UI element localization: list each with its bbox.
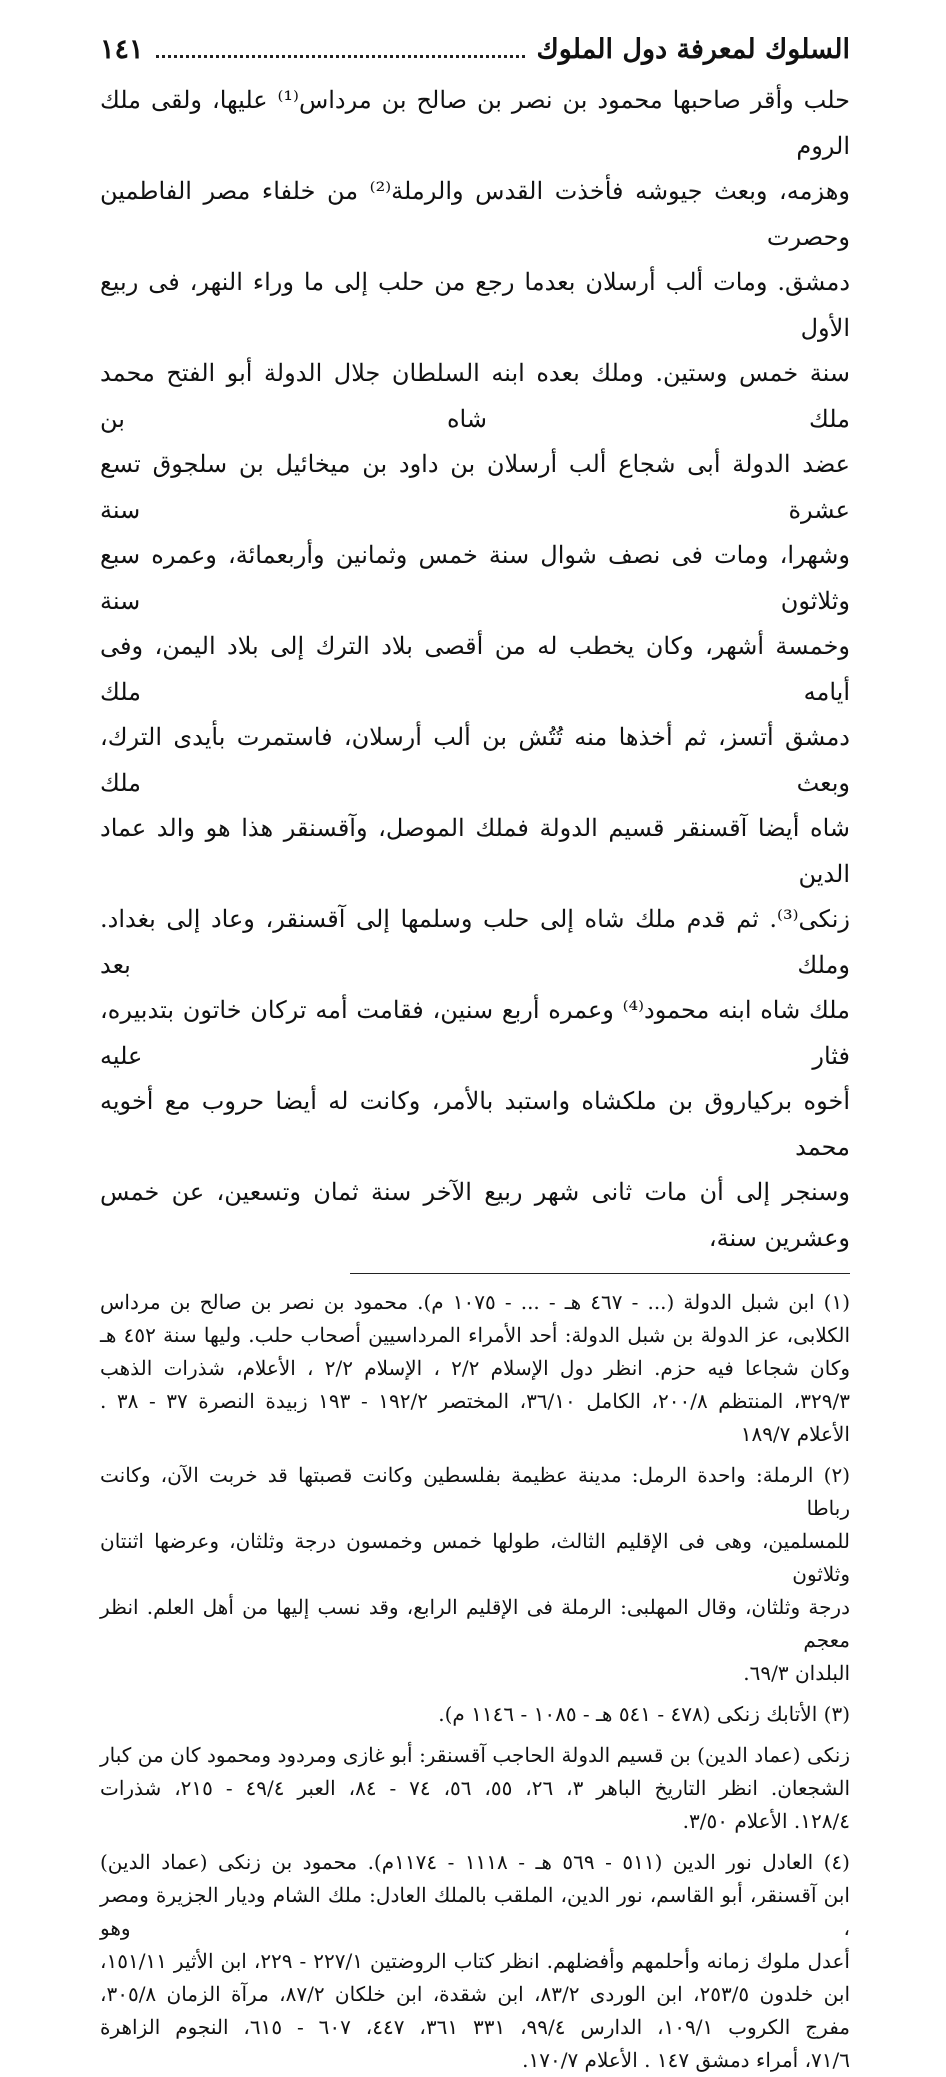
main-text-line: وسنجر إلى أن مات ثانى شهر ربيع الآخر سنة ثمان وتسعين، عن خمس وعشرين سنة، bbox=[100, 1178, 850, 1252]
footnote bbox=[100, 1459, 850, 1690]
footnote-separator bbox=[350, 1273, 850, 1274]
footnote bbox=[100, 1698, 850, 1731]
footnote-line: البلدان ٦٩/٣. bbox=[743, 1661, 850, 1685]
footnote-line: وكان شجاعا فيه حزم. انظر دول الإسلام ٢/٢ ، الإسلام ٢/٢ ، الأعلام، شذرات الذهب bbox=[100, 1356, 850, 1380]
main-text-line: عضد الدولة أبى شجاع ألب أرسلان بن داود بن ميخائيل بن سلجوق تسع عشرة سنة bbox=[100, 450, 850, 524]
footnote-line: درجة وثلثان، وقال المهلبى: الرملة فى الإقليم الرابع، وقد نسب إليها من أهل العلم. انظر معجم bbox=[100, 1595, 850, 1652]
main-text-line: وخمسة أشهر، وكان يخطب له من أقصى بلاد الترك إلى بلاد اليمن، وفى أيامه ملك bbox=[100, 632, 850, 706]
footnote-line: ابن خلدون ٢٥٣/٥، ابن الوردى ٨٣/٢، ابن شقدة، ابن خلكان ٨٧/٢، مرآة الزمان ٣٠٥/٨، bbox=[100, 1982, 851, 2006]
footnote-line: الشجعان. انظر التاريخ الباهر ٣، ٢٦، ٥٥، ٥٦، ٧٤ - ٨٤، العبر ٤٩/٤ - ٢١٥، شذرات bbox=[100, 1776, 851, 1800]
footnote-line: ١٢٨/٤. الأعلام ٣/٥٠. bbox=[682, 1809, 850, 1833]
main-text-line: شاه أيضا آقسنقر قسيم الدولة فملك الموصل، وآقسنقر هذا هو والد عماد الدين bbox=[100, 814, 850, 888]
main-text-line: دمشق. ومات ألب أرسلان بعدما رجع من حلب إلى ما وراء النهر، فى ربيع الأول bbox=[100, 268, 850, 342]
footnote-line: للمسلمين، وهى فى الإقليم الثالث، طولها خمس وخمسون درجة وثلثان، وعرضها اثنتان وثلاثون bbox=[100, 1529, 850, 1586]
main-text-line: وشهرا، ومات فى نصف شوال سنة خمس وثمانين وأربعمائة، وعمره سبع وثلاثون سنة bbox=[100, 541, 850, 615]
running-title: السلوك لمعرفة دول الملوك bbox=[536, 34, 850, 65]
footnote-line: (١) ابن شبل الدولة (... - ٤٦٧ هـ - ... - ١٠٧٥ م). محمود بن نصر بن صالح بن مرداس bbox=[100, 1290, 851, 1314]
footnote-line: (٤) العادل نور الدين (٥١١ - ٥٦٩ هـ - ١١١٨ - ١١٧٤م). محمود بن زنكى (عماد الدين) bbox=[100, 1850, 850, 1874]
footnote-line: (٢) الرملة: واحدة الرمل: مدينة عظيمة بفلسطين وكانت قصبتها قد خربت الآن، وكانت رباطا bbox=[100, 1463, 850, 1520]
footnote-line: ابن آقسنقر، أبو القاسم، نور الدين، الملقب بالملك العادل: ملك الشام وديار الجزيرة ومصر ، وهو bbox=[100, 1883, 850, 1940]
footnote-line: الأعلام ١٨٩/٧ bbox=[740, 1422, 850, 1446]
footnote-line: ٣٢٩/٣، المنتظم ٢٠٠/٨، الكامل ٣٦/١٠، المختصر ١٩٢/٢ - ١٩٣ زبيدة النصرة ٣٧ - ٣٨ . bbox=[100, 1389, 850, 1413]
footnote-line: ٧١/٦، أمراء دمشق ١٤٧ . الأعلام ١٧٠/٧. bbox=[522, 2048, 850, 2072]
footnote-line: زنكى (عماد الدين) بن قسيم الدولة الحاجب آقسنقر: أبو غازى ومردود ومحمود كان من كبار bbox=[100, 1743, 850, 1767]
footnote bbox=[100, 1739, 850, 1838]
main-text-line: حلب وأقر صاحبها محمود بن نصر بن صالح بن مرداس⁽¹⁾ عليها، ولقى ملك الروم bbox=[100, 86, 851, 160]
footnote-line: مفرج الكروب ١٠٩/١، الدارس ٩٩/٤، ٣٣١ ٣٦١، ٤٤٧، ٦٠٧ - ٦١٥، النجوم الزاهرة bbox=[100, 2015, 851, 2039]
footnote bbox=[100, 1846, 850, 2077]
footnote-line: (٣) الأتابك زنكى (٤٧٨ - ٥٤١ هـ - ١٠٨٥ - ١١٤٦ م). bbox=[438, 1702, 850, 1726]
main-text-line: دمشق أتسز، ثم أخذها منه تُتُش بن ألب أرسلان، فاستمرت بأيدى الترك، وبعث ملك bbox=[100, 723, 850, 797]
main-text-line: وهزمه، وبعث جيوشه فأخذت القدس والرملة⁽²⁾ من خلفاء مصر الفاطمين وحصرت bbox=[100, 177, 851, 251]
main-text-line: ملك شاه ابنه محمود⁽⁴⁾ وعمره أربع سنين، فقامت أمه تركان خاتون بتدبيره، فثار عليه bbox=[100, 996, 850, 1070]
page-number: ١٤١ bbox=[100, 34, 144, 65]
main-text bbox=[100, 78, 850, 1261]
leader-dots bbox=[156, 55, 525, 58]
running-header bbox=[100, 30, 850, 78]
main-text-line: سنة خمس وستين. وملك بعده ابنه السلطان جلال الدولة أبو الفتح محمد ملك شاه بن bbox=[100, 359, 850, 433]
main-text-line: أخوه بركياروق بن ملكشاه واستبد بالأمر، وكانت له أيضا حروب مع أخويه محمد bbox=[100, 1087, 850, 1161]
footnotes bbox=[100, 1286, 850, 2077]
footnote bbox=[100, 1286, 850, 1451]
main-text-line: زنكى⁽³⁾. ثم قدم ملك شاه إلى حلب وسلمها إلى آقسنقر، وعاد إلى بغداد. وملك بعد bbox=[100, 905, 850, 979]
footnote-line: الكلابى، عز الدولة بن شبل الدولة: أحد الأمراء المرداسيين أصحاب حلب. وليها سنة ٤٥٢ هـ bbox=[100, 1323, 850, 1347]
footnote-line: أعدل ملوك زمانه وأحلمهم وأفضلهم. انظر كتاب الروضتين ٢٢٧/١ - ٢٢٩، ابن الأثير ١٥١/١١، bbox=[100, 1949, 850, 1973]
